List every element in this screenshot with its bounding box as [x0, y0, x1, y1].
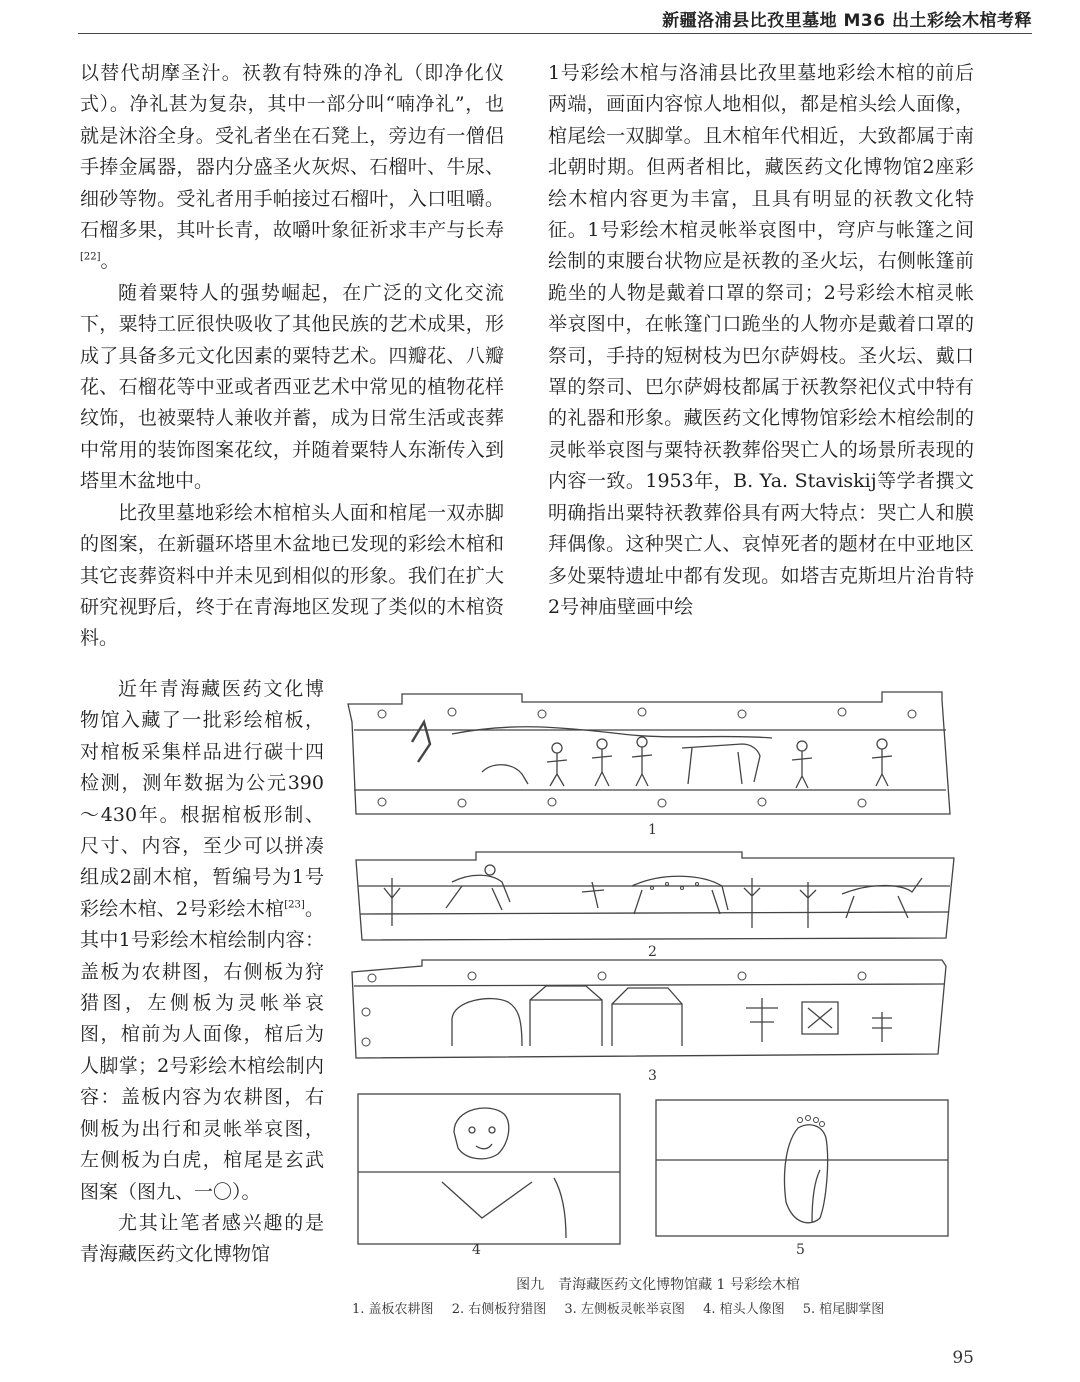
- narrow-column: [80, 674, 324, 1271]
- paragraph-1-end: 。: [100, 250, 120, 273]
- footnote-ref-22[interactable]: [22]: [80, 252, 101, 264]
- figure-9: [342, 682, 974, 1322]
- page-number: 95: [952, 1348, 974, 1368]
- panel-1-drawing: [348, 692, 950, 814]
- paragraph-4: [80, 674, 324, 1208]
- paragraph-2: 随着粟特人的强势崛起，在广泛的文化交流下，粟特工匠很快吸收了其他民族的艺术成果，形成了具备多元文化因素的粟特艺术。四瓣花、八瓣花、石榴花等中亚或者西亚艺术中常见的植物花样纹饰，也被粟特人兼收并蓄，成为日常生活或丧葬中常用的装饰图案花纹，并随着粟特人东渐传入到塔里木盆地中。: [80, 281, 504, 493]
- paragraph-5: 尤其让笔者感兴趣的是青海藏医药文化博物馆: [80, 1211, 324, 1266]
- panel-number-5: 5: [796, 1242, 805, 1258]
- panel-number-3: 3: [648, 1068, 657, 1084]
- paragraph-1: [80, 58, 504, 278]
- paragraph-1-text: 以替代胡摩圣汁。祆教有特殊的净礼（即净化仪式）。净礼甚为复杂，其中一部分叫“喃净礼”，也就是沐浴全身。受礼者坐在石凳上，旁边有一僧侣手捧金属器，器内分盛圣火灰烬、石榴叶、牛尿、细砂等物。受礼者用手帕接过石榴叶，入口咀嚼。石榴多果，其叶长青，故嚼叶象征祈求丰产与长寿: [80, 62, 504, 242]
- caption-item: 3. 左侧板灵帐举哀图: [564, 1302, 685, 1317]
- panel-number-1: 1: [648, 822, 657, 838]
- caption-item: 2. 右侧板狩猎图: [451, 1302, 547, 1317]
- panel-3-drawing: [352, 960, 946, 1058]
- running-header: [0, 0, 1080, 38]
- paragraph-4-text-b: 。其中1号彩绘木棺绘制内容：盖板为农耕图，右侧板为狩猎图，左侧板为灵帐举哀图，棺前为人面像，棺后为人脚掌；2号彩绘木棺绘制内容：盖板内容为农耕图，右侧板为出行和灵帐举哀图，左侧板为白虎，棺尾是玄武图案（图九、一〇）。: [80, 897, 324, 1203]
- header-rule: [78, 33, 1032, 34]
- caption-item: 4. 棺头人像图: [703, 1302, 785, 1317]
- caption-item: 1. 盖板农耕图: [352, 1302, 434, 1317]
- caption-item: 5. 棺尾脚掌图: [802, 1302, 885, 1317]
- figure-caption-items: [352, 1298, 984, 1317]
- footnote-ref-23[interactable]: [23]: [284, 899, 305, 911]
- panel-5-drawing: [656, 1100, 948, 1236]
- panel-2-drawing: [356, 852, 954, 940]
- panel-4-drawing: [358, 1094, 620, 1244]
- running-header-title: 新疆洛浦县比孜里墓地 M36 出土彩绘木棺考释: [662, 11, 1032, 31]
- paragraph-4-text-a: 近年青海藏医药文化博物馆入藏了一批彩绘棺板，对棺板采集样品进行碳十四检测，测年数据为公元390～430年。根据棺板形制、尺寸、内容，至少可以拼凑组成2副木棺，暂编号为1号彩绘木棺、2号彩绘木棺: [80, 678, 324, 920]
- right-column: [548, 58, 974, 623]
- paragraph-3: 比孜里墓地彩绘木棺棺头人面和棺尾一双赤脚的图案，在新疆环塔里木盆地已发现的彩绘木棺和其它丧葬资料中并未见到相似的形象。我们在扩大研究视野后，终于在青海地区发现了类似的木棺资料。: [80, 501, 504, 650]
- panel-number-2: 2: [648, 944, 657, 960]
- figure-9-drawings: [342, 682, 974, 1272]
- figure-caption-title: 图九 青海藏医药文化博物馆藏 1 号彩绘木棺: [516, 1277, 800, 1293]
- left-column: [80, 58, 504, 655]
- paragraph-right: 1号彩绘木棺与洛浦县比孜里墓地彩绘木棺的前后两端，画面内容惊人地相似，都是棺头绘人面像，棺尾绘一双脚掌。且木棺年代相近，大致都属于南北朝时期。但两者相比，藏医药文化博物馆2座彩绘木棺内容更为丰富，且具有明显的祆教文化特征。1号彩绘木棺灵帐举哀图中，穹庐与帐篷之间绘制的束腰台状物应是祆教的圣火坛，右侧帐篷前跪坐的人物是戴着口罩的祭司；2号彩绘木棺灵帐举哀图中，在帐篷门口跪坐的人物亦是戴着口罩的祭司，手持的短树枝为巴尔萨姆枝。圣火坛、戴口罩的祭司、巴尔萨姆枝都属于祆教祭祀仪式中特有的礼器和形象。藏医药文化博物馆彩绘木棺绘制的灵帐举哀图与粟特祆教葬俗哭亡人的场景所表现的内容一致。1953年，B. Ya. Staviskij等学者撰文明确指出粟特祆教葬俗具有两大特点：哭亡人和膜拜偶像。这种哭亡人、哀悼死者的题材在中亚地区多处粟特遗址中都有发现。如塔吉克斯坦片治肯特2号神庙壁画中绘: [548, 62, 974, 618]
- panel-number-4: 4: [472, 1242, 481, 1258]
